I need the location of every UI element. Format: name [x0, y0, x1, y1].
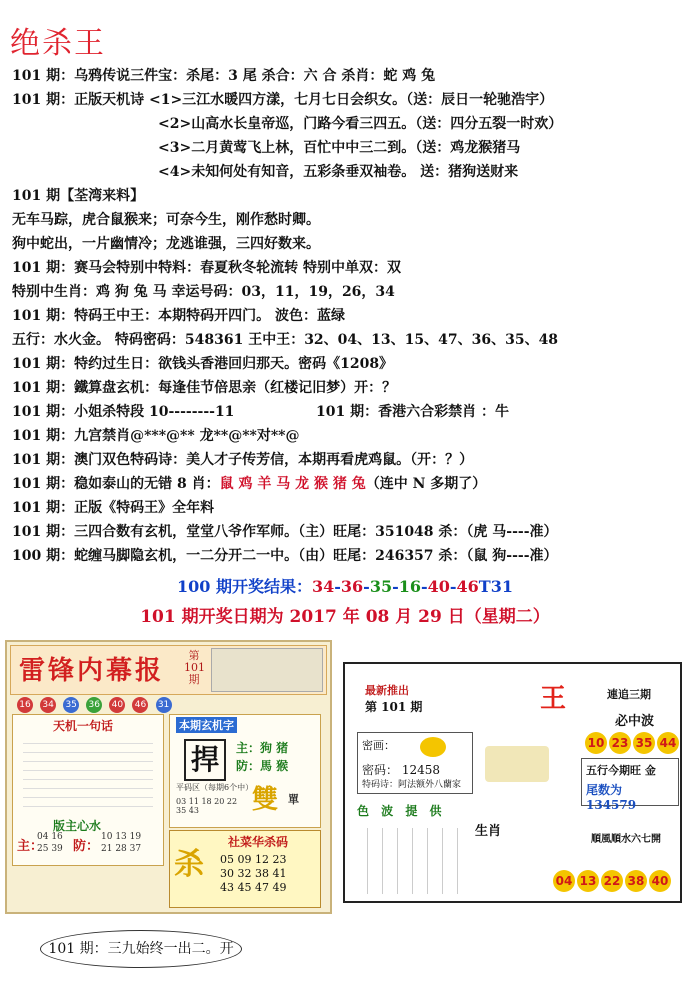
sha-box	[169, 830, 321, 908]
line-11: 101 期：特码王中王：本期特码开四门。 波色：蓝绿	[12, 308, 345, 324]
cart-picture	[485, 746, 549, 782]
header-image	[211, 648, 323, 692]
weishu-text: 尾数为 134579	[586, 783, 637, 812]
shun-label: 順風順水六七開	[591, 834, 661, 845]
line-18-note: （连中 N 多期了）	[365, 476, 487, 492]
pingma-label: 平码区（每期6个中）	[176, 783, 254, 792]
line-2: 101 期：正版天机诗 <1>三江水暖四方漾，七月七日会织女。（送：辰日一轮驰浩宇）	[12, 92, 554, 108]
line-21: 100 期：蛇缠马脚隐玄机，一二分开二一中。（由）旺尾：246357 杀：（鼠 狗----准）	[12, 548, 558, 564]
result-n3: 35	[369, 577, 393, 596]
ball: 44	[657, 732, 679, 754]
panel-balls	[17, 692, 174, 713]
zhu-nums-b: 25 39	[37, 844, 63, 854]
draw-date: 101 期开奖日期为 2017 年 08 月 29 日（星期二）	[140, 607, 550, 627]
result-n1: 34	[312, 577, 335, 596]
tianji-box	[12, 714, 164, 866]
fang-label: 防：	[73, 839, 100, 854]
mima-text: 密码： 12458	[362, 763, 440, 777]
line-13: 101 期：特约过生日：欲钱头香港回归那天。密码《1208》	[12, 356, 394, 372]
result-sep: -	[449, 577, 457, 596]
tema-text: 特码诗：阿法额外八蘭家	[362, 780, 462, 790]
line-18-zodiacs: 鼠 鸡 羊 马 龙 猴 猪 兔	[219, 476, 366, 492]
sxiao-label: 生肖	[475, 824, 502, 839]
zhu-nums-a: 04 16	[37, 832, 63, 842]
wang-char: 王	[540, 684, 567, 714]
ball: 35	[633, 732, 655, 754]
verse-columns	[353, 828, 463, 894]
line-9: 101 期：赛马会特别中特料：春夏秋冬轮流转 特别中单双：双	[12, 260, 401, 276]
ball: 23	[609, 732, 631, 754]
line-18	[12, 474, 486, 494]
tianji-text-block	[23, 735, 153, 815]
ball: 04	[553, 870, 575, 892]
result-n4: 16	[398, 577, 421, 596]
ball: 13	[577, 870, 599, 892]
fang-zodiac: 防：馬 猴	[236, 759, 289, 773]
mima-label: 密画：	[362, 739, 395, 752]
line-19: 101 期：正版《特码王》全年料	[12, 500, 215, 516]
speech-bubble: 101 期：三九始终一出二。开	[40, 930, 242, 968]
line-15b: 101 期：香港六合彩禁肖 ：牛	[316, 404, 509, 420]
line-8: 狗中蛇出，一片幽情冷；龙逃谁强，三四好数来。	[12, 236, 320, 252]
tianji-title: 天机一句话	[53, 719, 114, 733]
fang-nums-c: 10 13 19	[101, 832, 142, 842]
line-12: 五行：水火金。 特码密码：548361 王中王：32、04、13、15、47、36、35、48	[12, 332, 559, 348]
big-char: 捍	[184, 739, 226, 781]
dan-char: 單	[288, 793, 299, 806]
ball: 22	[601, 870, 623, 892]
wuxing-text: 五行今期旺 金	[586, 764, 656, 777]
ball: 36	[86, 697, 102, 713]
ball: 40	[649, 870, 671, 892]
lian-label: 連追三期	[607, 688, 651, 701]
mima-box	[357, 732, 473, 794]
ball: 35	[63, 697, 79, 713]
panel-issue: 第 101 期	[184, 649, 205, 686]
pingma-nums: 03 11 18 20 22 35 43	[176, 797, 238, 815]
result-special: T31	[478, 577, 513, 596]
result-sep: -	[363, 577, 370, 596]
ball: 46	[132, 697, 148, 713]
zhu-zodiac: 主：狗 猪	[236, 741, 289, 755]
line-7: 无车马踪，虎合鼠猴来；可奈今生，刚作愁时卿。	[12, 212, 320, 228]
leifeng-panel	[5, 640, 332, 914]
sha-title: 社菜华杀码	[228, 835, 289, 849]
ball: 10	[585, 732, 607, 754]
line-6: 101 期【荃湾来料】	[12, 188, 145, 204]
sha-char: 杀	[174, 847, 204, 882]
line-3: <2>山高水长皇帝巡，门路今看三四五。（送：四分五裂一时欢）	[158, 116, 563, 132]
line-20: 101 期：三四合数有玄机，堂堂八爷作军师。（主）旺尾：351048 杀：（虎 马----准）	[12, 524, 558, 540]
right-panel	[343, 662, 682, 903]
result-label: 100 期开奖结果：	[177, 577, 312, 596]
wuxing-box	[581, 758, 679, 812]
sha-row: 30 32 38 41	[220, 867, 287, 880]
kaijiang-title: 本期玄机字	[176, 717, 237, 733]
line-16: 101 期：九宫禁肖@***@** 龙**@**对**@	[12, 428, 300, 444]
mima-picture	[420, 737, 446, 757]
line-14: 101 期：鐵算盘玄机：每逢佳节倍思亲（红楼记旧梦）开：？	[12, 380, 397, 396]
line-4: <3>二月黄莺飞上林，百忙中中三二到。（送：鸡龙猴猪马	[158, 140, 521, 156]
result-n2: 36	[340, 577, 364, 596]
line-17: 101 期：澳门双色特码诗：美人才子传芳信，本期再看虎鸡鼠。（开：？）	[12, 452, 474, 468]
bose-label: 色 波 提 供	[357, 804, 446, 818]
sha-row: 05 09 12 23	[220, 853, 287, 866]
new-label: 最新推出	[365, 684, 409, 697]
result-sep: -	[334, 577, 341, 596]
result-n6: 46	[456, 577, 479, 596]
xinshui-title: 版主心水	[53, 819, 102, 833]
panel-title: 雷锋内幕报	[19, 656, 165, 686]
draw-result	[0, 574, 690, 597]
panel-header	[10, 645, 327, 695]
line-1: 101 期：乌鸦传说三件宝：杀尾：3 尾 杀合：六 合 杀肖：蛇 鸡 兔	[12, 68, 436, 84]
result-sep: -	[420, 577, 428, 596]
page-title: 绝杀王	[10, 26, 106, 61]
shuang-char: 雙	[252, 785, 279, 815]
line-18-label: 101 期：稳如泰山的无错 8 肖：	[12, 476, 220, 492]
sha-row: 43 45 47 49	[220, 881, 287, 894]
result-sep: -	[392, 577, 399, 596]
ball: 40	[109, 697, 125, 713]
line-5: <4>未知何处有知音，五彩条垂双袖卷。 送：猪狗送财来	[158, 164, 519, 180]
rp-issue: 第 101 期	[365, 700, 423, 714]
ball: 31	[156, 697, 172, 713]
bi-label: 必中波	[615, 714, 655, 729]
result-n5: 40	[427, 577, 450, 596]
ball: 16	[17, 697, 33, 713]
ball: 34	[40, 697, 56, 713]
zhu-label: 主：	[17, 839, 44, 854]
line-15a: 101 期：小姐杀特段 10--------11	[12, 404, 235, 420]
fang-nums-d: 21 28 37	[101, 844, 142, 854]
kaijiang-box	[169, 714, 321, 828]
line-10: 特别中生肖：鸡 狗 兔 马 幸运号码：03，11，19，26，34	[12, 284, 395, 300]
ball: 38	[625, 870, 647, 892]
